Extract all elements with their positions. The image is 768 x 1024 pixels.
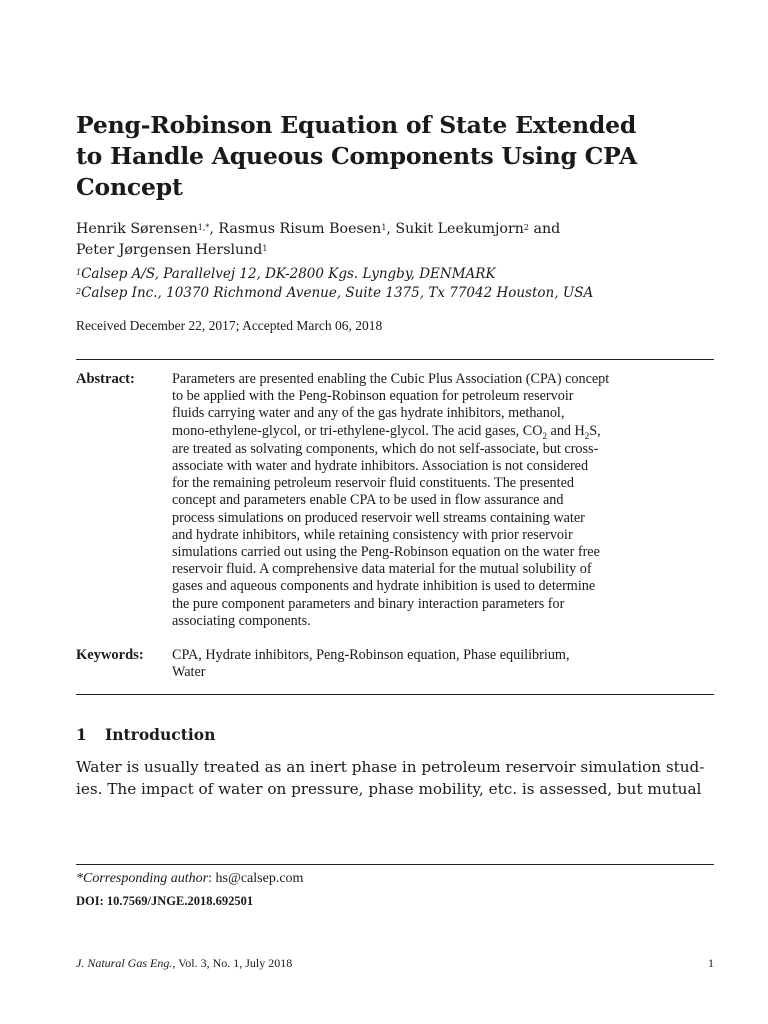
intro-line: Water is usually treated as an inert phase in petroleum reservoir simulation stud- (76, 758, 705, 776)
subscript: 2 (542, 430, 547, 441)
abstract-fragment: and H (546, 422, 585, 439)
page-number: 1 (708, 956, 714, 970)
author-1: Henrik Sørensen (76, 221, 198, 237)
author-3-affil: 2 (523, 223, 529, 232)
abstract-line (172, 423, 717, 441)
keywords-text (172, 647, 570, 681)
abstract-text (172, 371, 717, 630)
author-line-1 (76, 219, 560, 240)
author-and: and (528, 221, 561, 237)
abstract-line: simulations carried out using the Peng-Robinson equation on the water free (172, 544, 600, 561)
abstract-line: reservoir fluid. A comprehensive data material for the mutual solubility of (172, 561, 592, 578)
affiliation-2-text: Calsep Inc., 10370 Richmond Avenue, Suite 1375, Tx 77042 Houston, USA (81, 285, 594, 301)
affiliation-1-number: 1 (76, 268, 82, 277)
abstract-line: Parameters are presented enabling the Cubic Plus Association (CPA) concept (172, 371, 610, 387)
section-heading (76, 725, 215, 744)
author-4-affil: 1 (262, 244, 268, 253)
affiliation-2 (76, 284, 593, 303)
keywords-line: Water (172, 664, 206, 681)
title-line-1: Peng-Robinson Equation of State Extended (76, 111, 637, 139)
footnote-email: : hs@calsep.com (208, 871, 304, 886)
footnote-label: *Corresponding author (76, 871, 209, 886)
author-3: , Sukit Leekumjorn (386, 221, 524, 237)
abstract-line: for the remaining petroleum reservoir fluid constituents. The presented (172, 475, 574, 492)
intro-paragraph (76, 756, 716, 800)
received-dates: Received December 22, 2017; Accepted March 06, 2018 (76, 318, 383, 333)
abstract-fragment: mono-ethylene-glycol, or tri-ethylene-glycol. The acid gases, CO (172, 422, 543, 439)
keywords-label: Keywords: (76, 647, 144, 663)
author-1-affil: 1,* (197, 223, 210, 232)
abstract-bottom-rule (76, 694, 714, 695)
author-4: Peter Jørgensen Herslund (76, 242, 263, 258)
journal-details: , Vol. 3, No. 1, July 2018 (172, 956, 293, 970)
title-line-2: to Handle Aqueous Components Using CPA (76, 142, 637, 170)
affiliation-2-number: 2 (76, 287, 82, 296)
affiliation-1 (76, 265, 593, 284)
section-number: 1 (76, 725, 87, 744)
abstract-line: gases and aqueous components and hydrate inhibition is used to determine (172, 578, 596, 595)
author-list (76, 219, 560, 261)
corresponding-author-footnote (76, 871, 303, 887)
abstract-top-rule (76, 359, 714, 360)
abstract-line: process simulations on produced reservoir well streams containing water (172, 509, 585, 526)
author-2-affil: 1 (381, 223, 387, 232)
abstract-line: concept and parameters enable CPA to be used in flow assurance and (172, 492, 564, 509)
abstract-fragment: S, (589, 422, 601, 439)
abstract-line: and hydrate inhibitors, while retaining consistency with prior reservoir (172, 526, 573, 543)
footnote-rule (76, 864, 714, 865)
abstract-line: associating components. (172, 612, 311, 629)
paper-title (76, 110, 716, 203)
title-line-3: Concept (76, 173, 183, 201)
affiliations (76, 265, 593, 303)
journal-name: J. Natural Gas Eng. (76, 956, 173, 970)
subscript: 2 (584, 430, 590, 441)
intro-line: ies. The impact of water on pressure, phase mobility, etc. is assessed, but mutual (76, 780, 702, 798)
abstract-line: associate with water and hydrate inhibitors. Association is not considered (172, 458, 589, 475)
journal-footer (76, 956, 292, 971)
author-line-2 (76, 240, 560, 261)
abstract-line: to be applied with the Peng-Robinson equation for petroleum reservoir (172, 388, 574, 405)
affiliation-1-text: Calsep A/S, Parallelvej 12, DK-2800 Kgs. Lyngby, DENMARK (81, 266, 496, 282)
abstract-line: are treated as solvating components, which do not self-associate, but cross- (172, 440, 599, 457)
keywords-line: CPA, Hydrate inhibitors, Peng-Robinson equation, Phase equilibrium, (172, 647, 570, 663)
author-2: , Rasmus Risum Boesen (209, 221, 382, 237)
abstract-line: the pure component parameters and binary interaction parameters for (172, 595, 565, 612)
doi: DOI: 10.7569/JNGE.2018.692501 (76, 894, 254, 908)
abstract-label: Abstract: (76, 371, 135, 387)
section-title: Introduction (105, 725, 216, 744)
abstract-line: fluids carrying water and any of the gas hydrate inhibitors, methanol, (172, 405, 565, 422)
